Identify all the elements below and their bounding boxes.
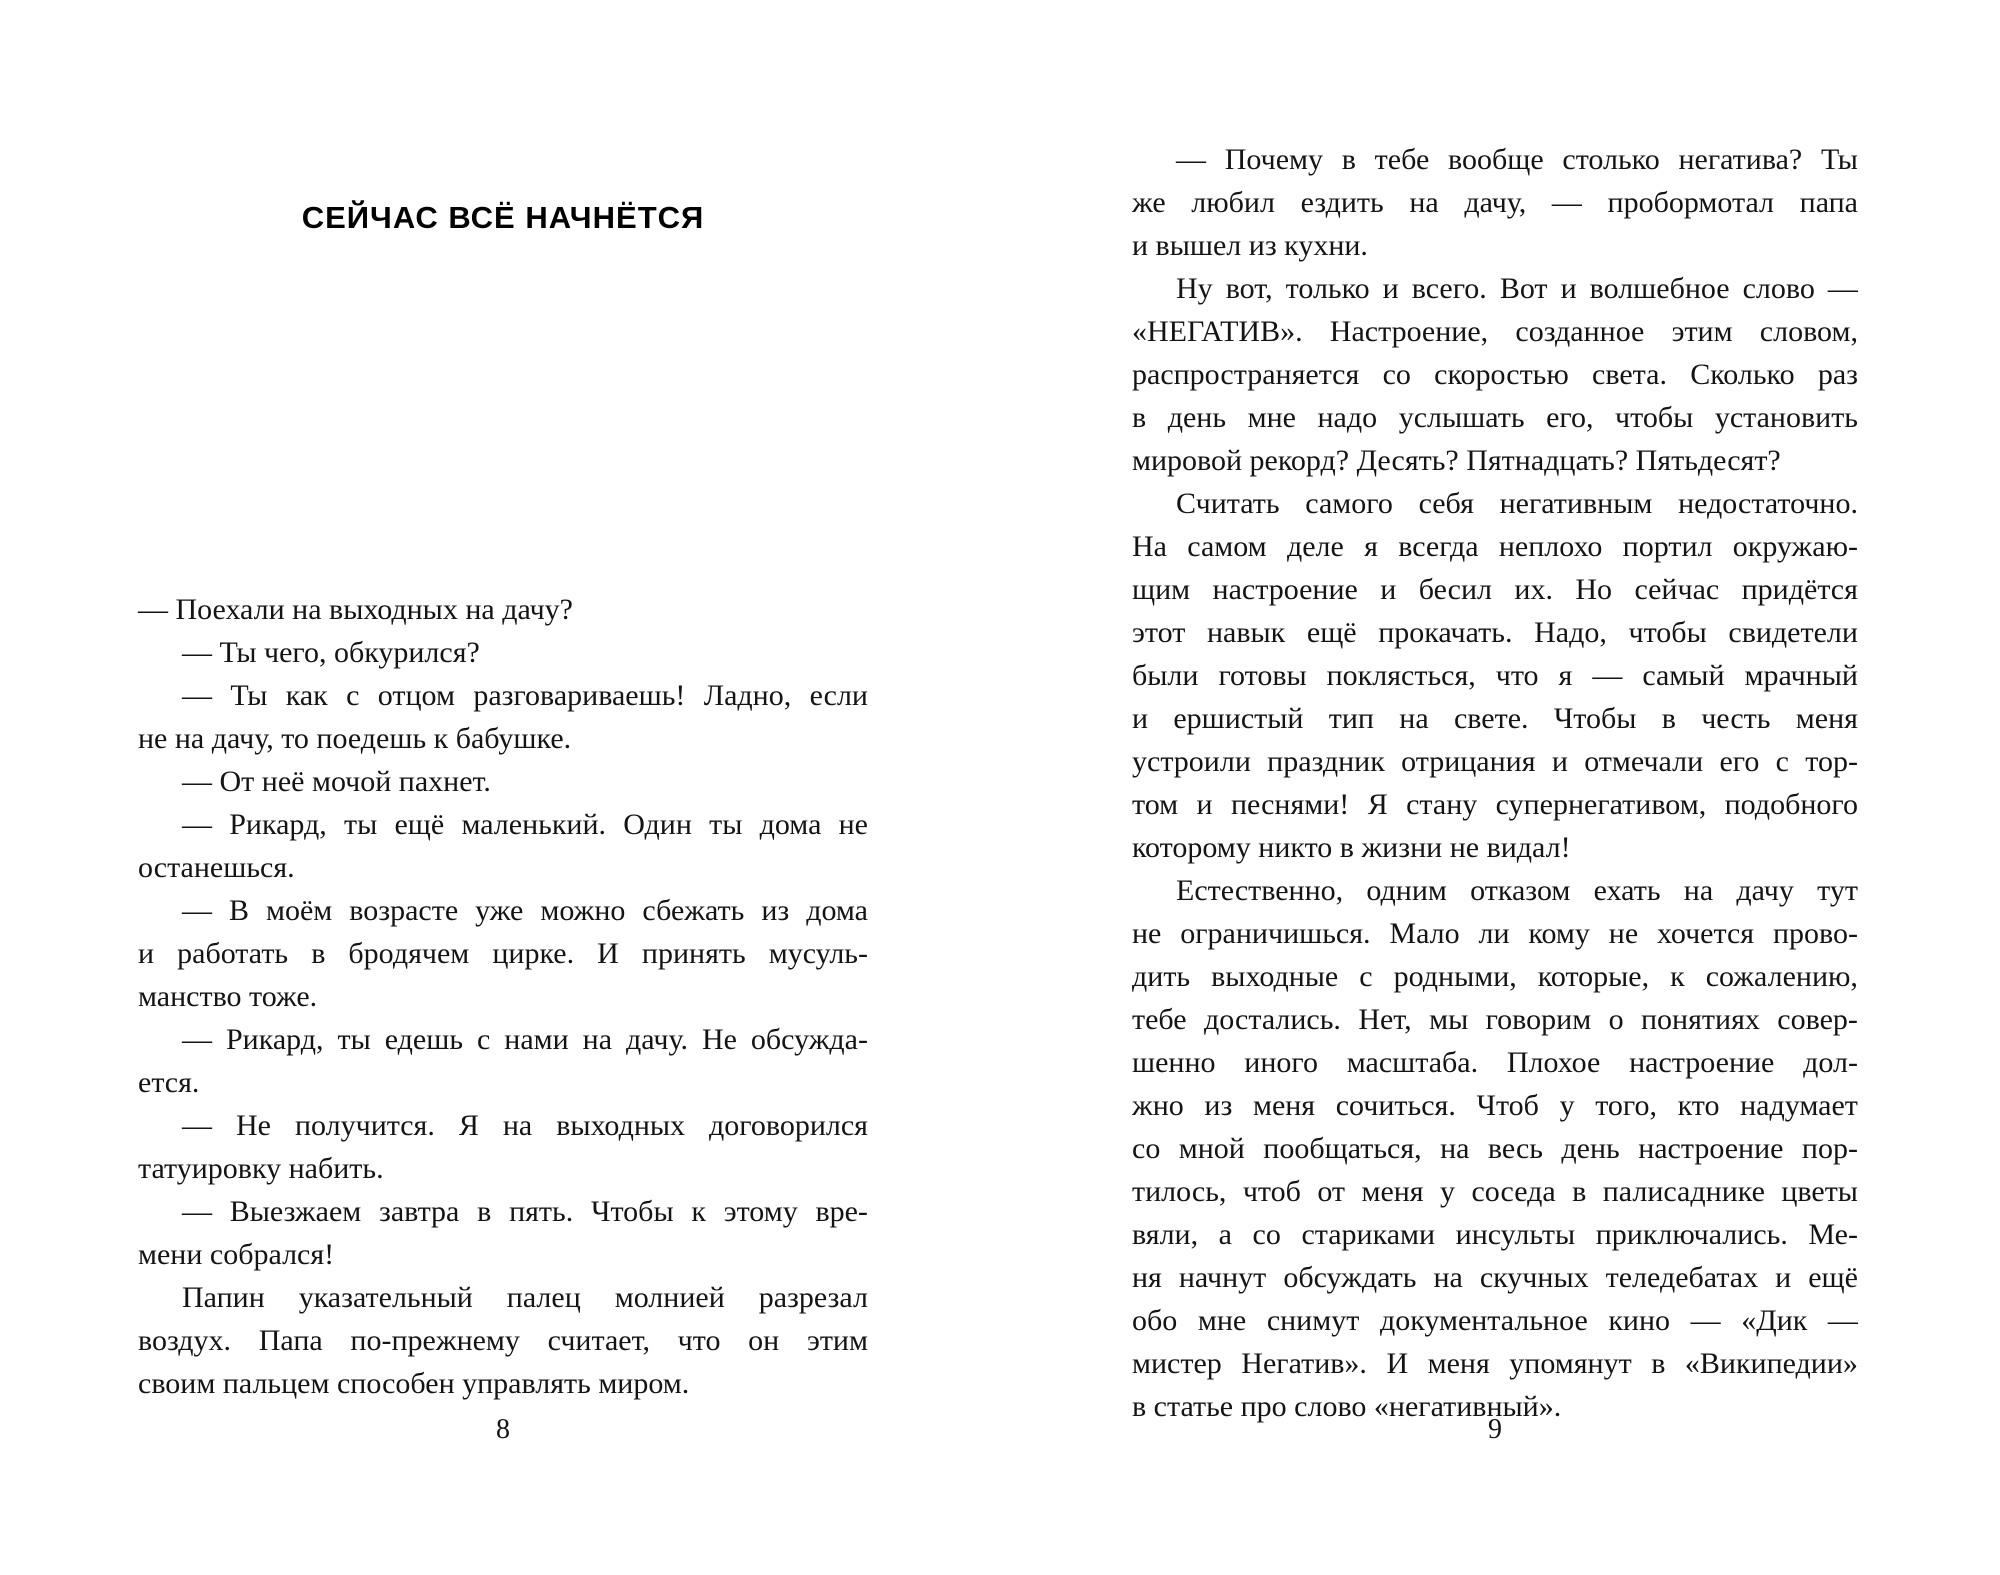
text-line: распространяется со скоростью света. Сколько раз: [1132, 358, 1858, 391]
text-line: — В моём возрасте уже можно сбежать из дома: [182, 894, 868, 927]
text-line: тебе достались. Нет, мы говорим о понятиях совер-: [1132, 1003, 1858, 1036]
text-line: — Рикард, ты едешь с нами на дачу. Не обсужда-: [182, 1023, 868, 1056]
text-line: тилось, чтоб от меня у соседа в палисаднике цветы: [1132, 1175, 1858, 1208]
text-line: ется.: [138, 1066, 200, 1099]
text-line: манство тоже.: [138, 980, 318, 1013]
text-line: — От неё мочой пахнет.: [182, 765, 491, 798]
text-line: — Выезжаем завтра в пять. Чтобы к этому вре-: [182, 1195, 868, 1228]
left-page-number: 8: [496, 1414, 510, 1445]
text-line: «НЕГАТИВ». Настроение, созданное этим словом,: [1132, 315, 1858, 348]
right-page-text: [1132, 138, 1858, 1428]
text-line: же любил ездить на дачу, — пробормотал папа: [1132, 186, 1858, 219]
text-line: устроили праздник отрицания и отмечали его с тор-: [1132, 745, 1858, 778]
text-line: воздух. Папа по-прежнему считает, что он этим: [138, 1324, 868, 1357]
text-line: Ну вот, только и всего. Вот и волшебное слово —: [1176, 272, 1858, 305]
text-line: татуировку набить.: [138, 1152, 384, 1185]
text-line: дить выходные с родными, которые, к сожалению,: [1132, 960, 1858, 993]
text-line: Папин указательный палец молнией разрезал: [182, 1281, 868, 1314]
text-line: и работать в бродячем цирке. И принять мусуль-: [138, 937, 868, 970]
page-right: [1132, 0, 1858, 1575]
text-line: мистер Негатив». И меня упомянут в «Википедии»: [1132, 1347, 1858, 1380]
text-line: — Рикард, ты ещё маленький. Один ты дома не: [182, 808, 868, 841]
text-line: со мной пообщаться, на весь день настроение пор-: [1132, 1132, 1858, 1165]
text-line: шенно иного масштаба. Плохое настроение дол-: [1132, 1046, 1858, 1079]
text-line: не на дачу, то поедешь к бабушке.: [138, 722, 572, 755]
text-line: останешься.: [138, 851, 295, 884]
chapter-title: СЕЙЧАС ВСЁ НАЧНЁТСЯ: [301, 200, 705, 235]
text-line: — Ты чего, обкурился?: [182, 636, 480, 669]
text-line: ня начнут обсуждать на скучных теледебатах и ещё: [1132, 1261, 1858, 1294]
text-line: и ершистый тип на свете. Чтобы в честь меня: [1132, 702, 1858, 735]
text-line: Естественно, одним отказом ехать на дачу тут: [1176, 874, 1858, 907]
text-line: обо мне снимут документальное кино — «Дик —: [1132, 1304, 1858, 1337]
left-page-text: [138, 588, 868, 1405]
text-line: — Не получится. Я на выходных договорился: [182, 1109, 868, 1142]
text-line: и вышел из кухни.: [1132, 229, 1368, 262]
text-line: в статье про слово «негативный».: [1132, 1390, 1562, 1423]
text-line: в день мне надо услышать его, чтобы установить: [1132, 401, 1858, 434]
right-page-number: 9: [1488, 1414, 1502, 1445]
text-line: — Почему в тебе вообще столько негатива? Ты: [1176, 143, 1858, 176]
text-line: вяли, а со стариками инсульты приключались. Ме-: [1132, 1218, 1858, 1251]
text-line: щим настроение и бесил их. Но сейчас придётся: [1132, 573, 1858, 606]
text-line: Считать самого себя негативным недостаточно.: [1176, 487, 1858, 520]
text-line: этот навык ещё прокачать. Надо, чтобы свидетели: [1132, 616, 1858, 649]
text-line: мени собрался!: [138, 1238, 335, 1271]
text-line: том и песнями! Я стану супернегативом, подобного: [1132, 788, 1858, 821]
text-line: которому никто в жизни не видал!: [1132, 831, 1571, 864]
text-line: — Поехали на выходных на дачу?: [138, 593, 573, 626]
text-line: На самом деле я всегда неплохо портил окружаю-: [1132, 530, 1858, 563]
text-line: не ограничишься. Мало ли кому не хочется прово-: [1132, 917, 1858, 950]
text-line: своим пальцем способен управлять миром.: [138, 1367, 690, 1400]
page-left: [138, 0, 868, 1575]
text-line: были готовы поклясться, что я — самый мрачный: [1132, 659, 1858, 692]
text-line: — Ты как с отцом разговариваешь! Ладно, если: [182, 679, 868, 712]
text-line: мировой рекорд? Десять? Пятнадцать? Пятьдесят?: [1132, 444, 1781, 477]
text-line: жно из меня сочиться. Чтоб у того, кто надумает: [1132, 1089, 1858, 1122]
